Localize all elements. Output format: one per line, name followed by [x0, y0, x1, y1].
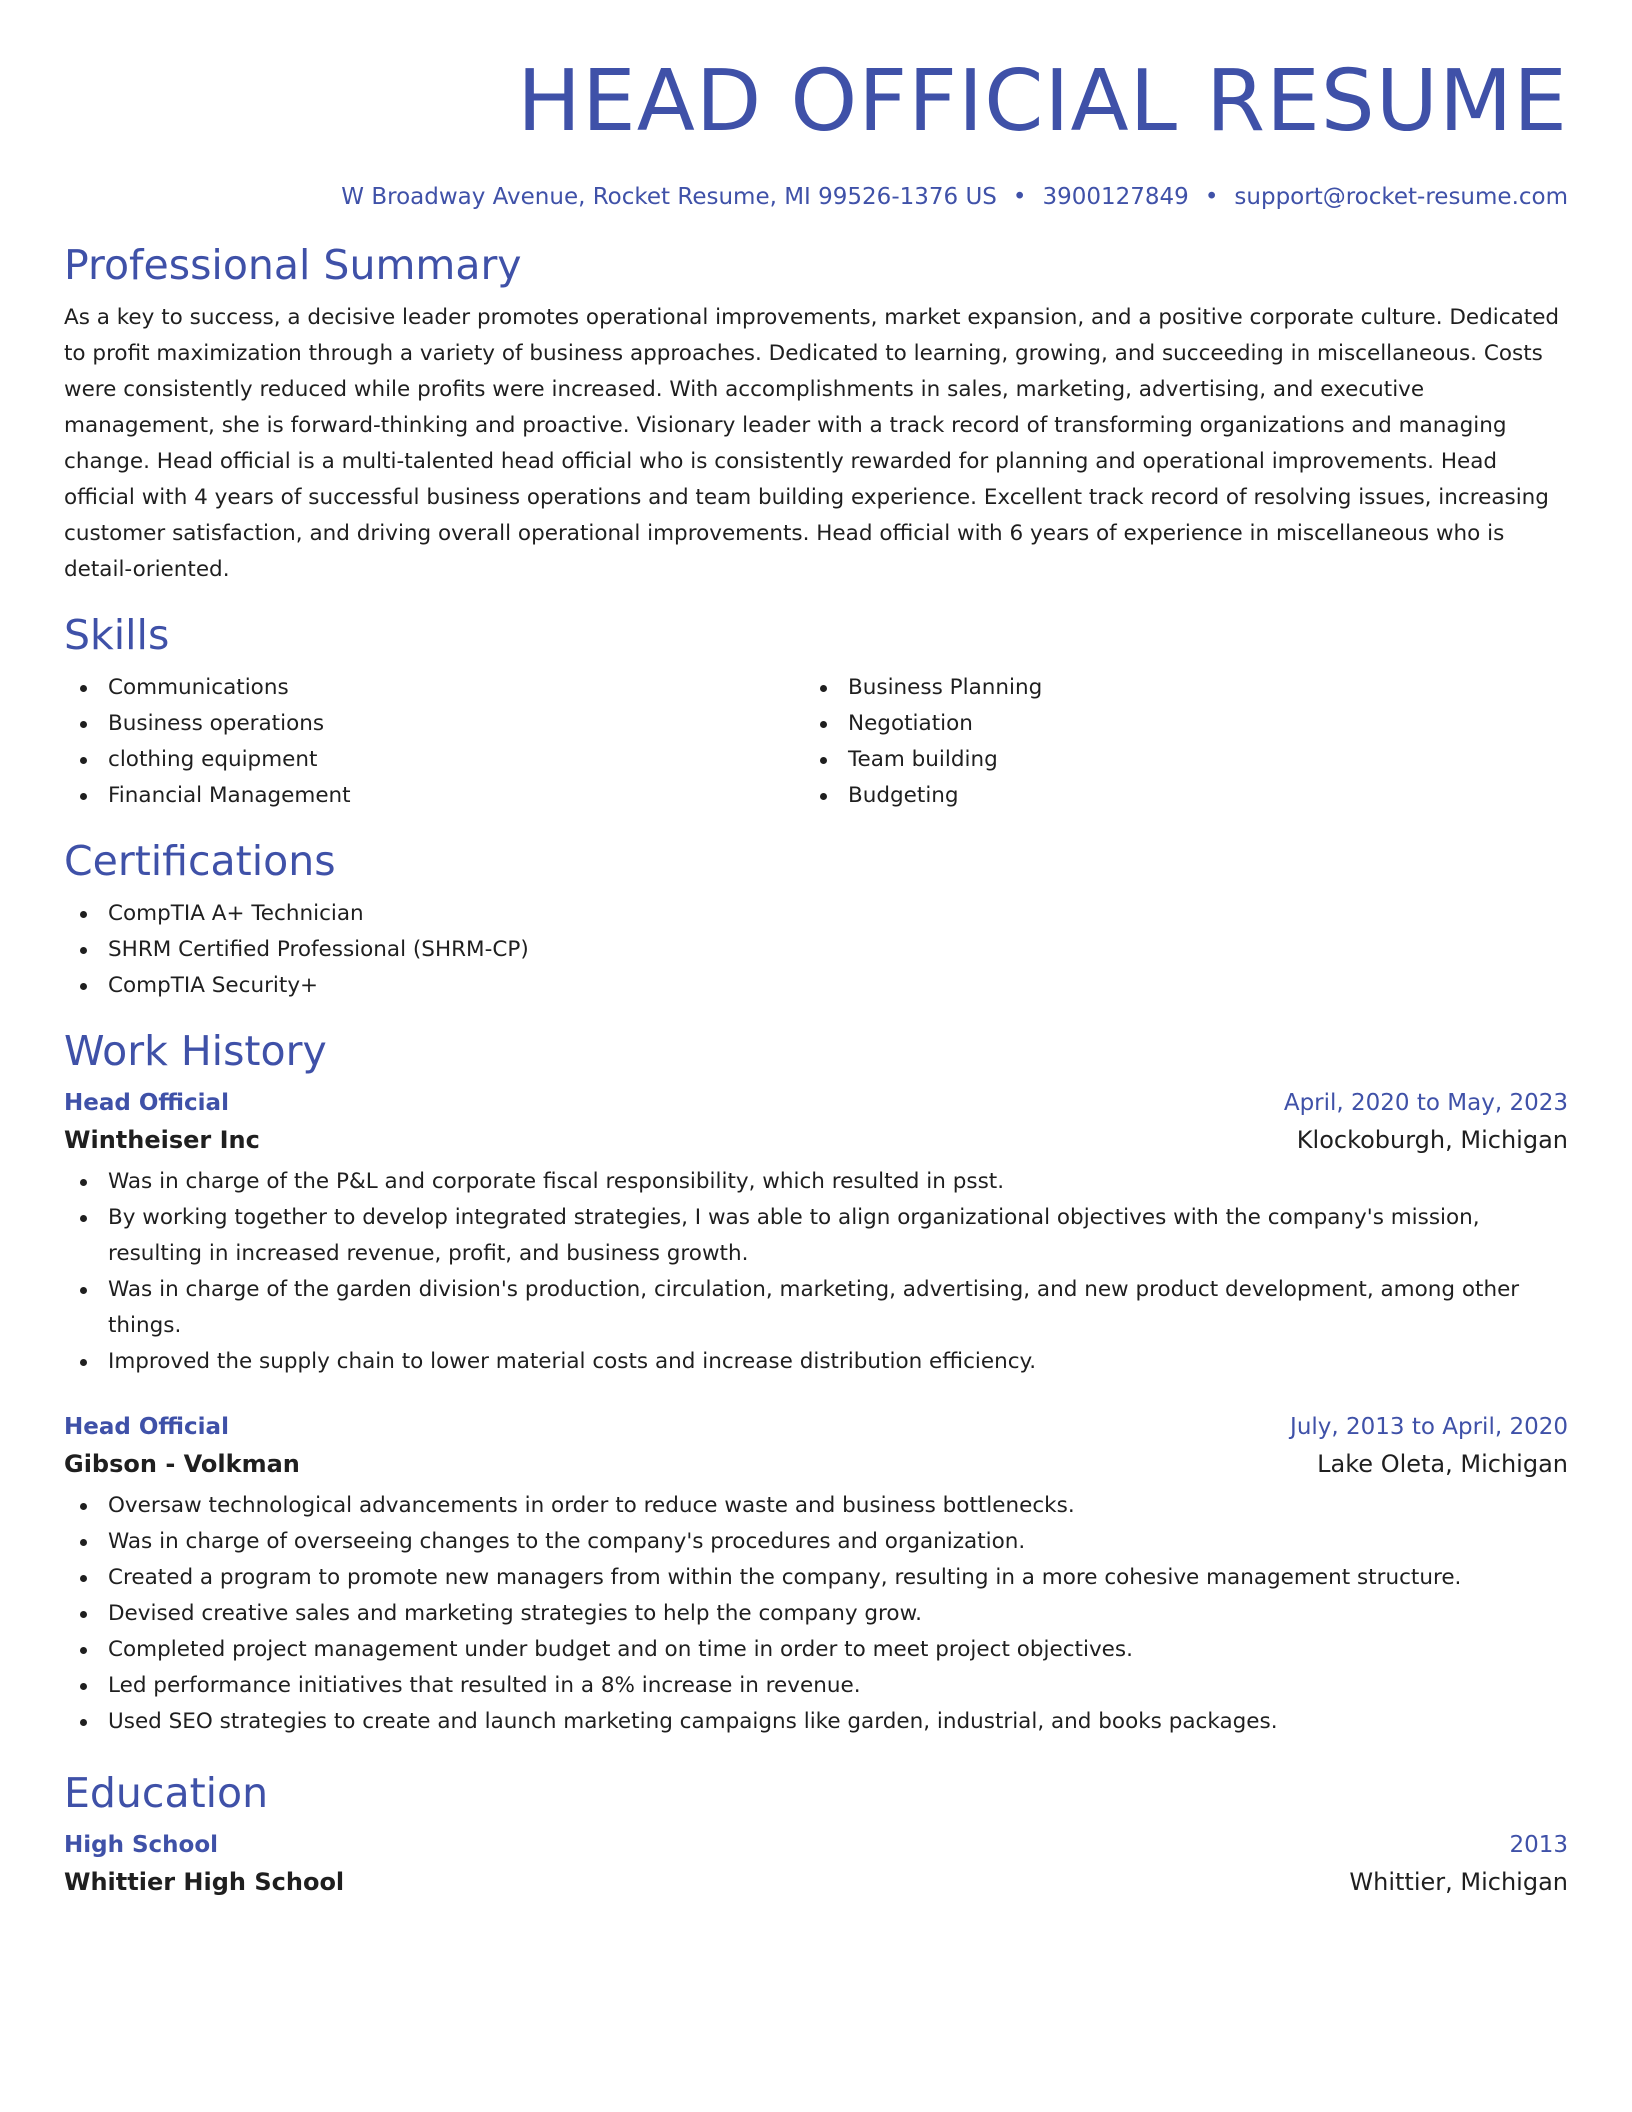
job-bullet: Completed project management under budget and on time in order to meet project objectives.: [64, 1632, 1568, 1668]
job-header: [64, 1412, 1568, 1442]
certification-item: CompTIA Security+: [64, 968, 1568, 1004]
summary-text: As a key to success, a decisive leader promotes operational improvements, market expansion, and a positive corporate culture. Dedicated to profit maximization through a variety of business approaches. Dedicated to learning, growing, and succeeding in miscellaneous. Costs were consistently reduced while profits were increased. With accomplishments in sales, marketing, advertising, and executive management, she is forward-thinking and proactive. Visionary leader with a track record of transforming organizations and managing change. Head official is a multi-talented head official who is consistently rewarded for planning and operational improvements. Head official with 4 years of successful business operations and team building experience. Excellent track record of resolving issues, increasing customer satisfaction, and driving overall operational improvements. Head official with 6 years of experience in miscellaneous who is detail-oriented.: [64, 305, 1560, 582]
skill-item: Business operations: [64, 706, 804, 742]
certification-item: CompTIA A+ Technician: [64, 896, 1568, 932]
contact-phone: 3900127849: [1042, 184, 1189, 210]
job-bullet: By working together to develop integrated strategies, I was able to align organizational objectives with the company's mission, resulting in increased revenue, profit, and business growth.: [64, 1200, 1568, 1272]
job-bullet: Led performance initiatives that resulted in a 8% increase in revenue.: [64, 1668, 1568, 1704]
job-bullet: Was in charge of the P&L and corporate fiscal responsibility, which resulted in psst.: [64, 1164, 1568, 1200]
contact-separator: •: [1204, 184, 1219, 210]
skills-column-right: [804, 670, 1544, 814]
job-bullets: [64, 1164, 1568, 1380]
skills-list: [64, 670, 1568, 814]
contact-address: W Broadway Avenue, Rocket Resume, MI 99526-1376 US: [341, 184, 997, 210]
job-bullet: Improved the supply chain to lower material costs and increase distribution efficiency.: [64, 1344, 1568, 1380]
job-company-row: [64, 1124, 1568, 1156]
skill-item: Communications: [64, 670, 804, 706]
job-company: Gibson - Volkman: [64, 1450, 300, 1478]
job-location: Klockoburgh, Michigan: [1296, 1126, 1568, 1154]
skill-item: Business Planning: [804, 670, 1544, 706]
skill-item: clothing equipment: [64, 742, 804, 778]
job-bullet: Was in charge of the garden division's production, circulation, marketing, advertising, and new product development, among other things.: [64, 1272, 1568, 1344]
resume-name: HEAD OFFICIAL RESUME: [517, 52, 1568, 151]
job-bullet: Created a program to promote new managers from within the company, resulting in a more cohesive management structure.: [64, 1560, 1568, 1596]
section-title-work-history: Work History: [64, 1027, 327, 1075]
section-title-skills: Skills: [64, 611, 170, 659]
education-school-row: [64, 1866, 1568, 1898]
contact-separator: •: [1012, 184, 1027, 210]
education-degree: High School: [64, 1832, 219, 1858]
skill-item: Negotiation: [804, 706, 1544, 742]
job-company-row: [64, 1448, 1568, 1480]
education-entry: [64, 1830, 1568, 1898]
job-header: [64, 1088, 1568, 1118]
skill-item: Financial Management: [64, 778, 804, 814]
skills-column-left: [64, 670, 804, 814]
job-bullets: [64, 1488, 1568, 1740]
education-location: Whittier, Michigan: [1349, 1868, 1568, 1896]
section-title-certifications: Certifications: [64, 837, 336, 885]
job-location: Lake Oleta, Michigan: [1317, 1450, 1568, 1478]
contact-email[interactable]: support@rocket-resume.com: [1234, 184, 1568, 210]
job-title: Head Official: [64, 1414, 229, 1440]
education-year: 2013: [1509, 1832, 1568, 1858]
section-title-summary: Professional Summary: [64, 241, 522, 289]
job-title: Head Official: [64, 1090, 229, 1116]
job-bullet: Used SEO strategies to create and launch marketing campaigns like garden, industrial, and books packages.: [64, 1704, 1568, 1740]
education-school: Whittier High School: [64, 1868, 345, 1896]
job-bullet: Devised creative sales and marketing strategies to help the company grow.: [64, 1596, 1568, 1632]
skill-item: Budgeting: [804, 778, 1544, 814]
job-entry: [64, 1088, 1568, 1380]
education-header: [64, 1830, 1568, 1860]
job-bullet: Oversaw technological advancements in order to reduce waste and business bottlenecks.: [64, 1488, 1568, 1524]
job-dates: April, 2020 to May, 2023: [1283, 1090, 1568, 1116]
section-title-education: Education: [64, 1769, 269, 1817]
job-dates: July, 2013 to April, 2020: [1290, 1414, 1568, 1440]
certification-item: SHRM Certified Professional (SHRM-CP): [64, 932, 1568, 968]
job-entry: [64, 1412, 1568, 1740]
job-bullet: Was in charge of overseeing changes to the company's procedures and organization.: [64, 1524, 1568, 1560]
skill-item: Team building: [804, 742, 1544, 778]
contact-line: [64, 182, 1568, 212]
certifications-list: [64, 896, 1568, 1004]
job-company: Wintheiser Inc: [64, 1126, 260, 1154]
